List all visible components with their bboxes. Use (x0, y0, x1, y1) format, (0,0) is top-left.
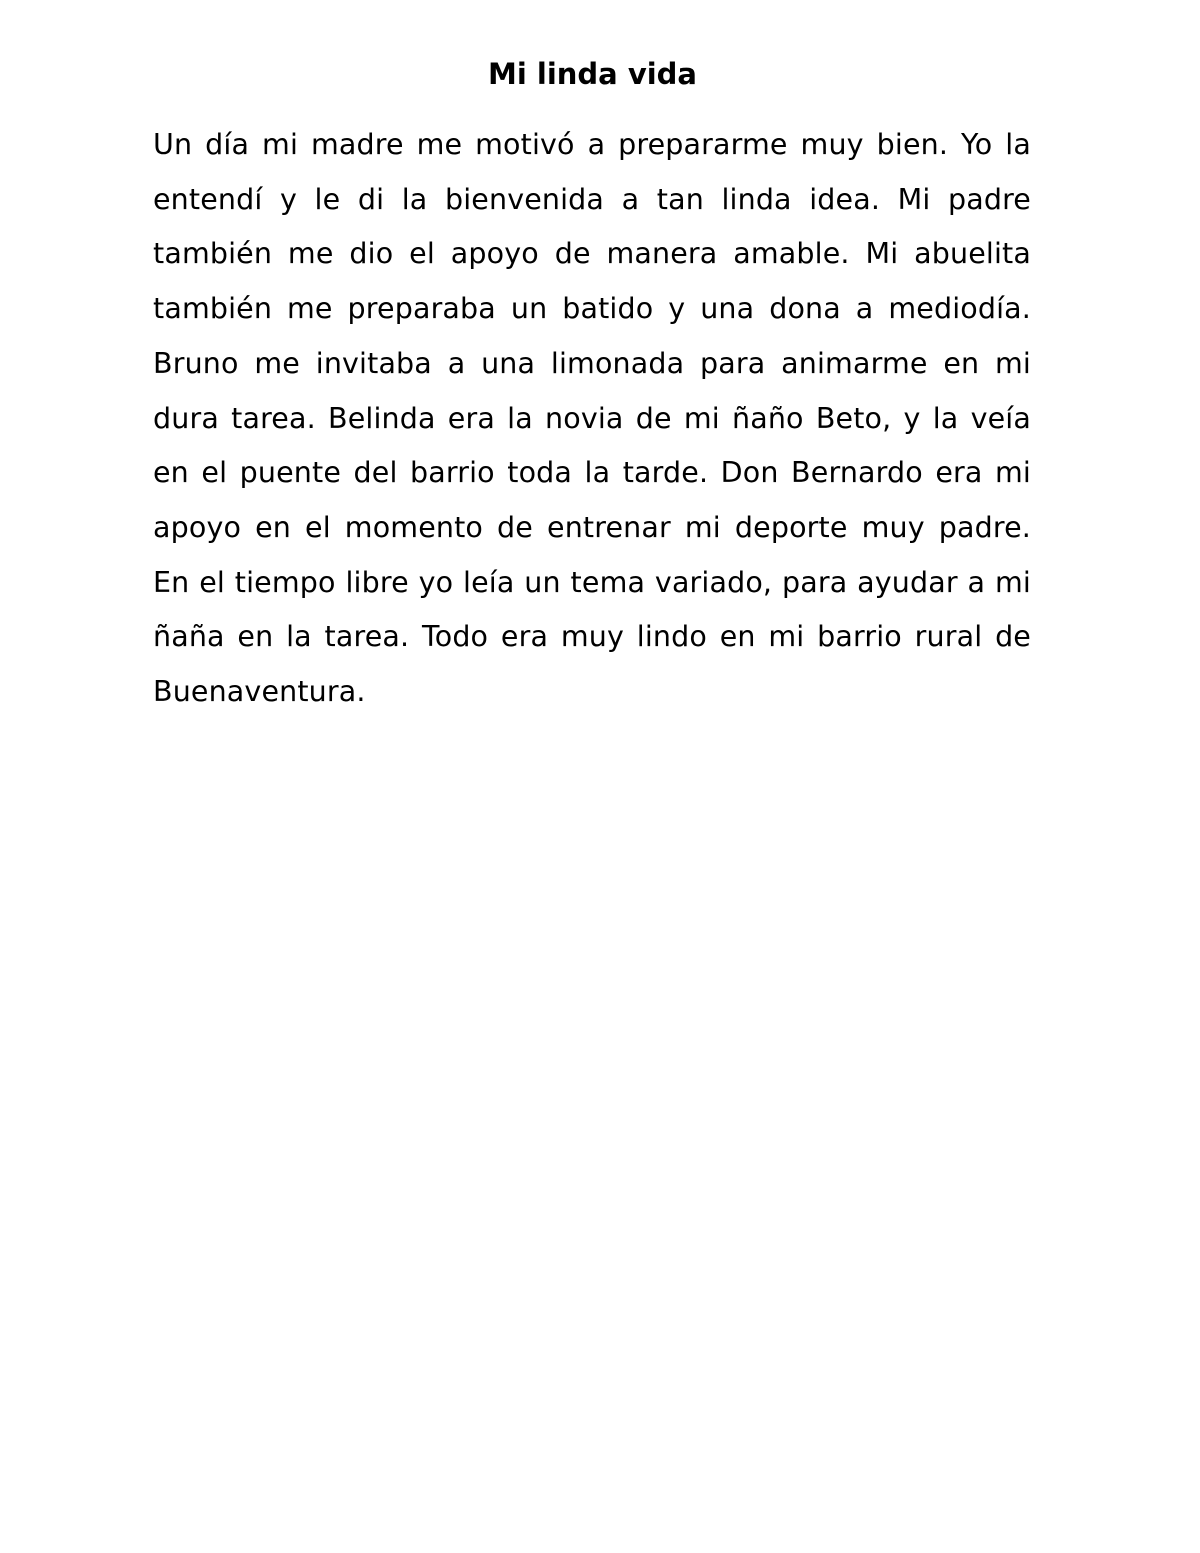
document-title: Mi linda vida (487, 57, 698, 91)
document-body-paragraph: Un día mi madre me motivó a prepararme muy bien. Yo la entendí y le di la bienvenida a tan linda idea. Mi padre también me dio el apoyo de manera amable. Mi abuelita también me preparaba un batido y una dona a mediodía. Bruno me invitaba a una limonada para animarme en mi dura tarea. Belinda era la novia de mi ñaño Beto, y la veía en el puente del barrio toda la tarde. Don Bernardo era mi apoyo en el momento de entrenar mi deporte muy padre. En el tiempo libre yo leía un tema variado, para ayudar a mi ñaña en la tarea. Todo era muy lindo en mi barrio rural de Buenaventura. (153, 128, 1031, 709)
